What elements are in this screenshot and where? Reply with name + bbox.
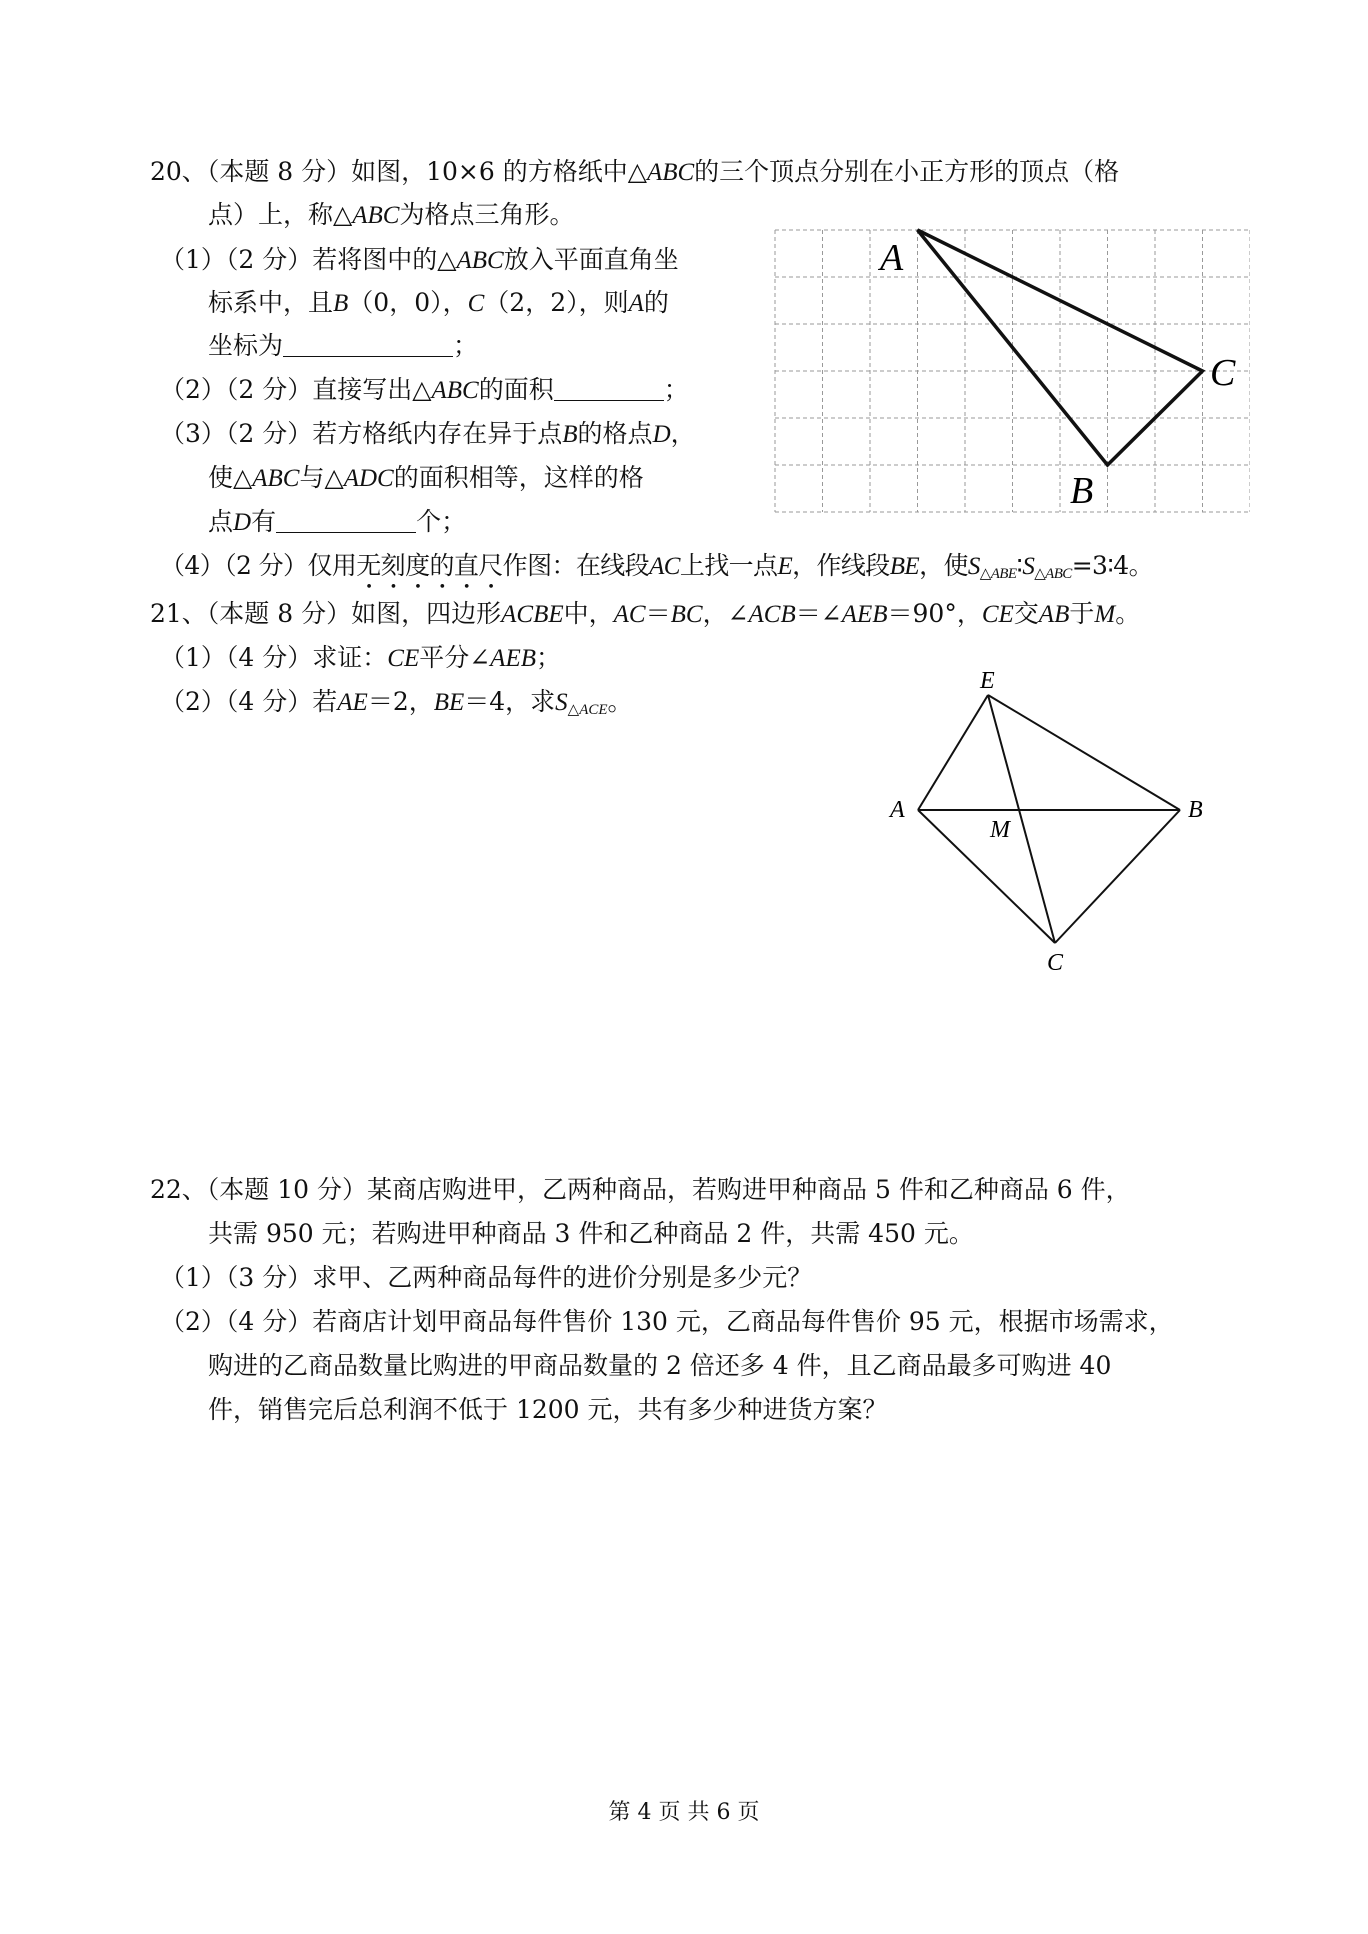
segment-eb: [988, 695, 1180, 810]
q20-line2: 点）上，称△ABC为格点三角形。: [208, 200, 575, 229]
q20-part1-line1: （1）（2 分）若将图中的△ABC放入平面直角坐: [160, 245, 679, 274]
grid-lines: [775, 230, 1250, 512]
q20-part2: （2）（2 分）直接写出△ABC的面积 ；: [160, 375, 689, 404]
q22-line1: 22、（本题 10 分）某商店购进甲，乙两种商品，若购进甲种商品 5 件和乙种商品 6 件，: [150, 1175, 1131, 1204]
q21-quad-figure: [880, 665, 1220, 985]
answer-blank-a-coords: [283, 332, 453, 357]
label-m: M: [990, 817, 1010, 843]
q20-part3-line1: （3）（2 分）若方格纸内存在异于点B的格点D，: [160, 419, 696, 448]
q20-part1-line2: 标系中，且B（0，0），C（2，2），则A的: [208, 288, 669, 317]
segment-ca: [918, 810, 1055, 943]
segment-bc: [1055, 810, 1180, 943]
q20-part3-line2: 使△ABC与△ADC的面积相等，这样的格: [208, 463, 644, 492]
q22-part1: （1）（3 分）求甲、乙两种商品每件的进价分别是多少元？: [160, 1263, 813, 1292]
q21-part2: （2）（4 分）若AE＝2，BE＝4，求$S_{\triangle ACE}$。: [160, 687, 633, 718]
q20-part4: （4）（2 分）仅用无刻度的直尺作图：在线段AC上找一点E，作线段BE，使$S_{\triangle ABE}∶S_{\triangle ABC}=3∶4$。: [160, 551, 1153, 582]
q21-line1: 21、（本题 8 分）如图，四边形ACBE中，AC＝BC，∠ACB＝∠AEB＝90°，CE交AB于M。: [150, 599, 1141, 628]
q20-part1-line3: 坐标为 ；: [208, 331, 479, 360]
label-a: A: [880, 237, 904, 279]
label-b: B: [1188, 797, 1203, 823]
q22-line2: 共需 950 元；若购进甲种商品 3 件和乙种商品 2 件，共需 450 元。: [208, 1219, 974, 1248]
q20-grid-figure: [770, 225, 1250, 515]
label-a: A: [890, 797, 905, 823]
q22-part2-line1: （2）（4 分）若商店计划甲商品每件售价 130 元，乙商品每件售价 95 元，根据市场需求，: [160, 1307, 1174, 1336]
label-b: B: [1070, 470, 1094, 512]
segment-ae: [918, 695, 988, 810]
q20-part3-line3: 点D有 个；: [208, 507, 467, 536]
label-c: C: [1047, 950, 1064, 976]
emphasis-ruler-text: 无刻度的直尺: [356, 551, 503, 580]
q20-line1: 20、（本题 8 分）如图，10×6 的方格纸中△ABC的三个顶点分别在小正方形的顶点（格: [150, 157, 1120, 186]
q22-part2-line3: 件，销售完后总利润不低于 1200 元，共有多少种进货方案？: [208, 1395, 888, 1424]
label-c: C: [1210, 352, 1236, 394]
answer-blank-area: [554, 376, 664, 401]
label-e: E: [980, 668, 995, 694]
q21-part1: （1）（4 分）求证：CE平分∠AEB；: [160, 643, 562, 672]
answer-blank-count: [276, 508, 416, 533]
page-footer: 第 4 页 共 6 页: [608, 1800, 760, 1825]
q22-part2-line2: 购进的乙商品数量比购进的甲商品数量的 2 倍还多 4 件，且乙商品最多可购进 40: [208, 1351, 1112, 1380]
